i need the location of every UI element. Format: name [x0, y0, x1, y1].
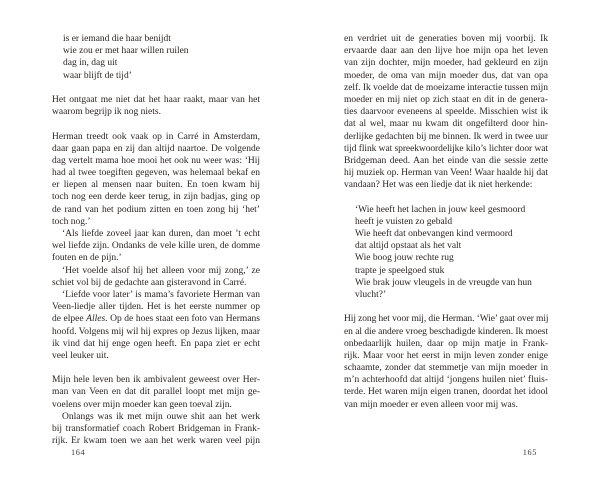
text-line: Het ontgaat me niet dat het haar raakt, maar van het [52, 94, 260, 105]
text-line: voelens over mijn moeder kan geen toeval zijn. [52, 399, 232, 410]
verse-line: vlucht?’ [355, 289, 387, 300]
verse-line: Wie brak jouw vleugels in de vreugde van hun [355, 277, 532, 288]
text-line: Onlangs was ik met mijn ouwe shit aan het werk [62, 411, 260, 422]
text-line: onbedaarlijk huilen, daar op mijn matje in Frank- [344, 338, 548, 349]
text-line: terde. Het waren mijn eigen tranen, doordat het idool [344, 387, 548, 398]
text-line: ervaarde daar aan den lijve hoe mijn opa het leven [344, 46, 548, 57]
text-line: wel liefde zijn. Ondanks de vele kille uren, de domme [52, 241, 260, 252]
text-line: moeder en mij niet op zich staat en dit in de genera- [344, 94, 548, 105]
text-line: toch nog.’ [52, 216, 91, 227]
verse-line: heeft je vuisten zo gebald [355, 216, 453, 227]
page-right [344, 33, 548, 411]
text-segment: . Op de hoes staat een foto van Hermans [105, 314, 260, 325]
text-line: Veen-liedje aller tijden. Het is het eerste nummer op [52, 302, 260, 313]
page-left [52, 33, 260, 447]
text-line: van mijn moeder er even alleen voor mij was. [344, 399, 518, 410]
text-line: er liepen al mensen naar buiten. En toen kwam hij [52, 180, 260, 191]
blank-line [52, 362, 260, 374]
text-line [52, 313, 260, 325]
text-line: tijd flink wat spreekwoordelijke kilo’s lichter door wat [344, 143, 548, 154]
verse-line: trapte je speelgoed stuk [355, 265, 445, 276]
text-line: man van Veen en dat dit parallel loopt met mijn ge- [52, 387, 260, 398]
text-line: hoofd. Volgens mij wil hij expres op Jezus lijken, maar [52, 326, 260, 337]
page-number-left: 164 [71, 448, 86, 457]
verse-line: Wie boog jouw rechte rug [355, 253, 454, 264]
text-line: m’n achterhoofd dat altijd ‘jongens huilen niet’ fluis- [344, 375, 548, 386]
verse-line: dat altijd opstaat als het valt [355, 241, 462, 252]
verse-line: Wie heeft dat onbevangen kind vermoord [355, 229, 513, 239]
verse-line: dag in, dag uit [63, 58, 118, 69]
text-line: bij transformatief coach Robert Bridgeman in Frank- [52, 424, 260, 434]
blank-line [344, 191, 548, 203]
text-line: en verdriet uit de generaties boven mij voorbij. Ik [344, 34, 548, 44]
text-line: de rand van het podium zitten en toen zong hij ‘het’ [52, 204, 260, 215]
text-line: ik vind dat hij enge ogen heeft. En papa ziet er echt [52, 338, 260, 349]
text-line: fouten en de pijn.’ [52, 253, 122, 264]
text-line: schaamte, zonder dat stemmetje van mijn moeder in [344, 363, 548, 374]
text-line: toch nog een derde keer terug, in zijn badjas, ging op [52, 192, 260, 203]
verse-line: waar blijft de tijd’ [63, 70, 132, 81]
italic-text: Alles [86, 314, 106, 325]
text-line: ‘Liefde voor later’ is mama’s favoriete Herman van [62, 289, 260, 300]
text-line: Mijn hele leven ben ik ambivalent geweest over Her- [52, 375, 260, 386]
text-line: rijk. Maar voor het eerst in mijn leven zonder enige [344, 350, 548, 361]
text-line: waarom begrijp ik nog niets. [52, 107, 161, 118]
blank-line [52, 118, 260, 130]
text-line: Herman treedt ook vaak op in Carré in Amsterdam, [52, 131, 260, 142]
text-line: dat al wel, maar nu kwam dit ongefilterd door hin- [344, 119, 548, 130]
text-line: daar gaan papa en zij dan altijd naartoe. De volgende [52, 143, 260, 154]
blank-line [52, 82, 260, 94]
text-line: hij muziek op. Herman van Veen! Waar haalde hij dat [344, 168, 548, 179]
blank-line [344, 301, 548, 313]
text-line: derlijke gedachten bij me binnen. Ik werd in twee uur [344, 131, 548, 142]
text-line: moeder, de oma van mijn moeder dus, dat van opa [344, 70, 548, 81]
text-line: ‘Het voelde alsof hij het alleen voor mij zong,’ ze [62, 265, 260, 276]
page-number-right: 165 [522, 448, 537, 457]
verse-line: is er iemand die haar benijdt [63, 34, 171, 44]
text-line: Bridgeman deed. Aan het einde van die sessie zette [344, 155, 548, 166]
verse-line: wie zou er met haar willen ruilen [63, 46, 189, 57]
text-line: veel leuker uit. [52, 350, 109, 361]
text-line: dag vertelt mama hoe mooi het ook nu weer was: ‘Hij [52, 155, 260, 166]
text-line: en al die andere vroeg beschadigde kinderen. Ik moest [344, 326, 548, 337]
text-line: Hij zong het voor mij, die Herman. ‘Wie’ gaat over mij [344, 314, 549, 325]
text-line: ties daarvoor eveneens al speelde. Misschien wist ik [344, 107, 548, 118]
text-line: zelf. Ik voelde dat de moeizame interactie tussen mijn [344, 82, 548, 93]
text-line: had al twee toegiften gegeven, was helemaal bekaf en [52, 168, 260, 179]
text-line: van zijn dochter, mijn moeder, had gekleurd en zijn [344, 58, 548, 69]
text-line: rijk. Er kwam toen we aan het werk waren veel pijn [52, 436, 260, 447]
text-line: schiet vol bij de gedachte aan gisteravond in Carré. [52, 277, 247, 288]
text-line: vandaan? Het was een liedje dat ik niet herkende: [344, 180, 533, 191]
verse-line: ‘Wie heeft het lachen in jouw keel gesmoord [355, 204, 526, 215]
text-segment: de elpee [52, 314, 87, 325]
text-line: ‘Als liefde zoveel jaar kan duren, dan moet ’t echt [62, 229, 260, 239]
